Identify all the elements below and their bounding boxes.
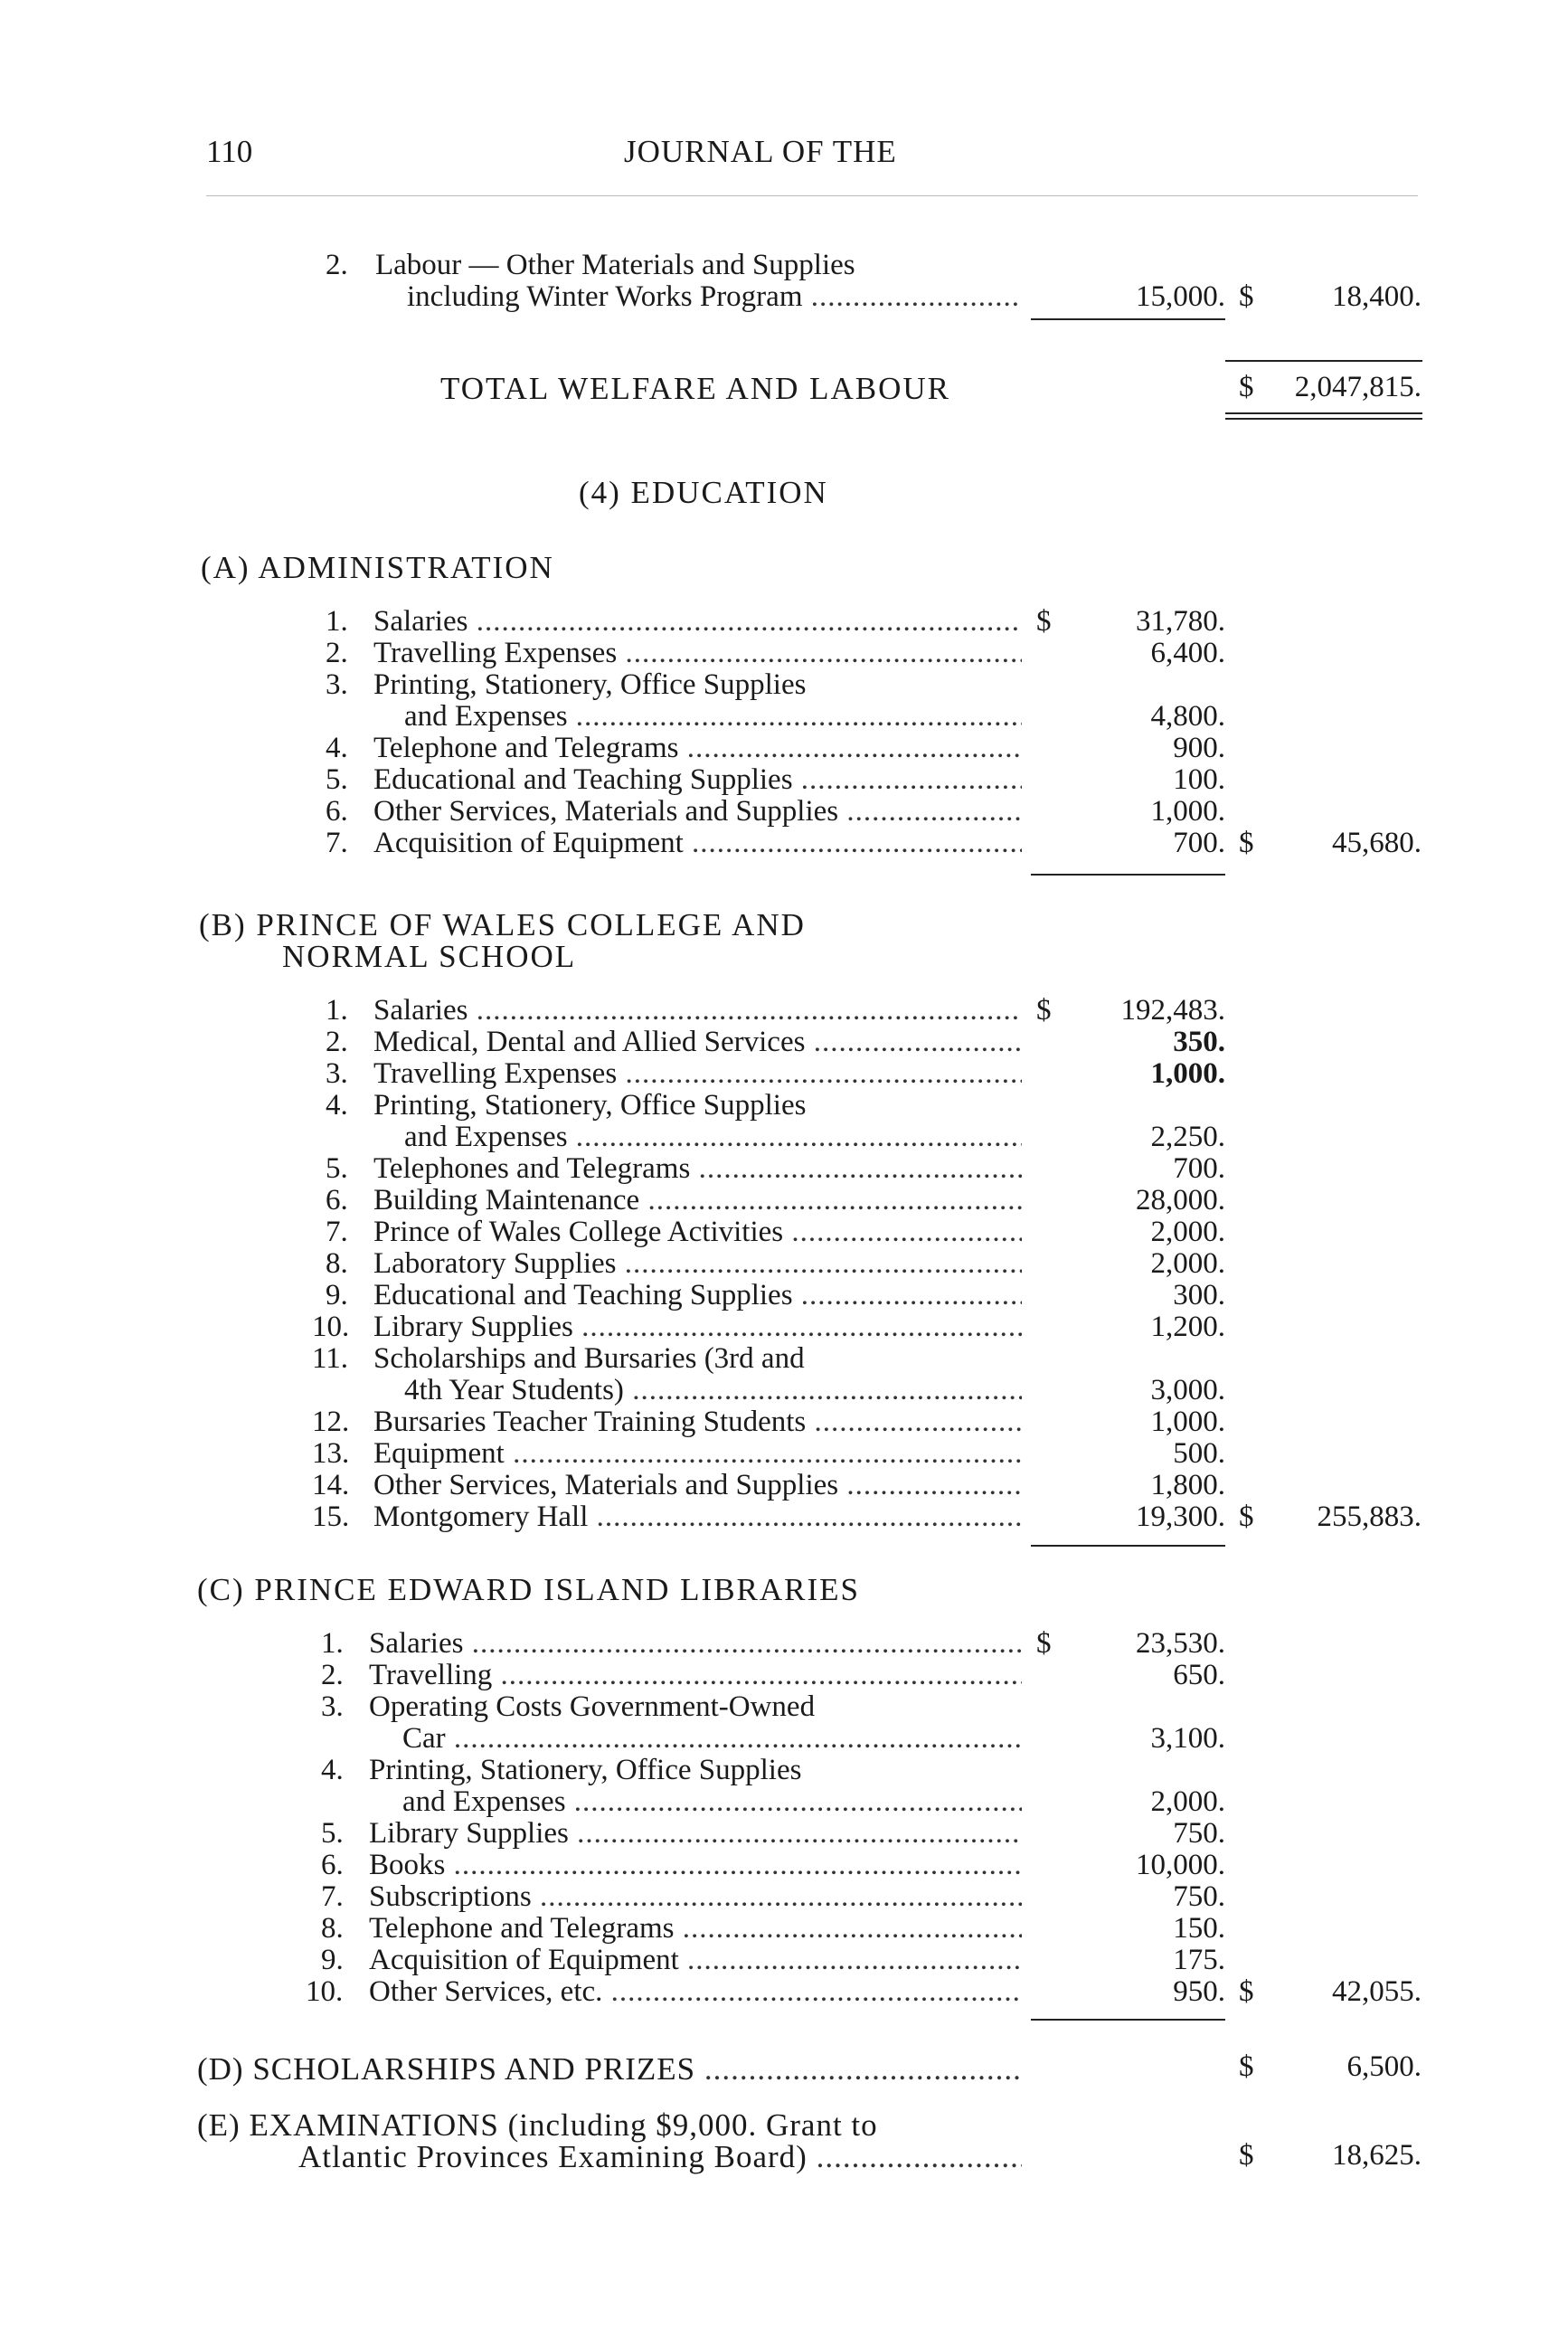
list-item-label: Travelling Expenses .....	[373, 1058, 1022, 1090]
list-item-label: Telephones and Telegrams .....	[373, 1153, 1022, 1185]
labour-num: 2.	[326, 249, 348, 281]
list-item-amount: 1,800.	[1150, 1469, 1225, 1501]
section-b-title: (B) PRINCE OF WALES COLLEGE AND	[199, 907, 806, 942]
list-item-label: Acquisition of Equipment .....	[369, 1945, 1022, 1976]
section-a-total: 45,680.	[1332, 827, 1422, 859]
list-item-amount: 750.	[1173, 1880, 1225, 1913]
list-item-amount: 900.	[1173, 732, 1225, 764]
list-item-label-cont: and Expenses .....	[404, 1122, 1022, 1153]
list-item-num: 14.	[312, 1469, 350, 1501]
list-item-label: Library Supplies .....	[373, 1311, 1022, 1343]
section-e-amount: 18,625.	[1332, 2139, 1422, 2172]
list-item-num: 7.	[326, 827, 348, 859]
list-item-label: Telephone and Telegrams .....	[369, 1913, 1022, 1945]
section-a-dollar: $	[1036, 605, 1052, 638]
list-item-num: 13.	[312, 1437, 350, 1470]
list-item-label: Travelling .....	[369, 1660, 1022, 1691]
list-item-amount: 23,530.	[1136, 1627, 1225, 1660]
list-item-num: 3.	[321, 1690, 344, 1723]
list-item-amount: 100.	[1173, 763, 1225, 796]
running-title: JOURNAL OF THE	[624, 134, 897, 169]
list-item-label: Salaries .....	[373, 995, 1022, 1027]
list-item-label: Educational and Teaching Supplies .....	[373, 1280, 1022, 1311]
list-item-label: Telephone and Telegrams .....	[373, 733, 1022, 764]
list-item-amount: 4,800.	[1150, 700, 1225, 733]
list-item-num: 2.	[321, 1659, 344, 1691]
list-item-num: 4.	[321, 1754, 344, 1786]
list-item-amount: 175.	[1173, 1944, 1225, 1976]
list-item-num: 2.	[326, 1026, 348, 1058]
list-item-num: 9.	[321, 1944, 344, 1976]
list-item-amount: 950.	[1173, 1975, 1225, 2008]
list-item-amount: 192,483.	[1120, 994, 1225, 1027]
list-item-label-cont: and Expenses .....	[404, 701, 1022, 733]
list-item-label: Other Services, Materials and Supplies .....	[373, 796, 1022, 828]
list-item-label: Medical, Dental and Allied Services .....	[373, 1027, 1022, 1058]
list-item-amount: 10,000.	[1136, 1849, 1225, 1881]
list-item-amount: 3,000.	[1150, 1374, 1225, 1406]
list-item-num: 10.	[306, 1975, 344, 2008]
total-welfare-dollar: $	[1239, 371, 1254, 403]
section-a-total-dollar: $	[1239, 827, 1254, 859]
list-item-num: 1.	[321, 1627, 344, 1660]
list-item-amount: 700.	[1173, 827, 1225, 859]
list-item-num: 5.	[321, 1817, 344, 1850]
list-item-num: 9.	[326, 1279, 348, 1311]
list-item-amount: 6,400.	[1150, 637, 1225, 669]
page-number: 110	[206, 134, 253, 169]
list-item-label: Printing, Stationery, Office Supplies	[373, 668, 807, 701]
list-item-label: Operating Costs Government-Owned	[369, 1690, 816, 1723]
list-item-num: 3.	[326, 1057, 348, 1090]
list-item-label: Salaries .....	[369, 1628, 1022, 1660]
list-item-amount: 1,000.	[1150, 1406, 1225, 1438]
list-item-label: Equipment .....	[373, 1438, 1022, 1470]
list-item-label: Travelling Expenses .....	[373, 638, 1022, 669]
list-item-num: 6.	[326, 1184, 348, 1217]
list-item-label: Other Services, etc. .....	[369, 1976, 1022, 2008]
list-item-amount: 2,000.	[1150, 1216, 1225, 1248]
section-e-title-cont: Atlantic Provinces Examining Board) .....	[298, 2139, 1022, 2175]
list-item-num: 2.	[326, 637, 348, 669]
list-item-num: 10.	[312, 1311, 350, 1343]
list-item-label: Building Maintenance .....	[373, 1185, 1022, 1217]
list-item-label: Prince of Wales College Activities .....	[373, 1217, 1022, 1248]
section-e-title: (E) EXAMINATIONS (including $9,000. Grant to	[197, 2107, 878, 2143]
section-c-total-dollar: $	[1239, 1975, 1254, 2008]
list-item-amount: 500.	[1173, 1437, 1225, 1470]
section-b-title-cont: NORMAL SCHOOL	[282, 939, 577, 974]
total-welfare-amount: 2,047,815.	[1294, 371, 1422, 403]
list-item-num: 4.	[326, 1089, 348, 1122]
list-item-amount: 19,300.	[1136, 1501, 1225, 1533]
education-heading: (4) EDUCATION	[579, 475, 828, 510]
list-item-amount: 2,000.	[1150, 1785, 1225, 1818]
list-item-amount: 650.	[1173, 1659, 1225, 1691]
list-item-amount: 700.	[1173, 1152, 1225, 1185]
section-d-dollar: $	[1239, 2050, 1254, 2083]
list-item-num: 11.	[312, 1342, 349, 1375]
section-c-title: (C) PRINCE EDWARD ISLAND LIBRARIES	[197, 1572, 860, 1607]
total-welfare-label: TOTAL WELFARE AND LABOUR	[440, 371, 951, 406]
section-d-title: (D) SCHOLARSHIPS AND PRIZES .....	[197, 2051, 1022, 2088]
labour-amount: 15,000.	[1136, 280, 1225, 313]
list-item-label: Laboratory Supplies .....	[373, 1248, 1022, 1280]
list-item-amount: 2,000.	[1150, 1247, 1225, 1280]
list-item-label: Scholarships and Bursaries (3rd and	[373, 1342, 805, 1375]
list-item-num: 7.	[326, 1216, 348, 1248]
section-b-total-dollar: $	[1239, 1501, 1254, 1533]
list-item-label: Montgomery Hall .....	[373, 1501, 1022, 1533]
list-item-num: 15.	[312, 1501, 350, 1533]
list-item-label: Salaries .....	[373, 606, 1022, 638]
section-b-dollar: $	[1036, 994, 1052, 1027]
list-item-amount: 350.	[1173, 1026, 1225, 1058]
labour-total: 18,400.	[1332, 280, 1422, 313]
list-item-num: 6.	[326, 795, 348, 828]
list-item-amount: 3,100.	[1150, 1722, 1225, 1755]
section-b-total: 255,883.	[1317, 1501, 1422, 1533]
list-item-label: Books .....	[369, 1850, 1022, 1881]
list-item-label: Other Services, Materials and Supplies .....	[373, 1470, 1022, 1501]
list-item-label: Library Supplies .....	[369, 1818, 1022, 1850]
list-item-num: 7.	[321, 1880, 344, 1913]
list-item-label: Printing, Stationery, Office Supplies	[373, 1089, 807, 1122]
list-item-num: 1.	[326, 605, 348, 638]
list-item-amount: 150.	[1173, 1912, 1225, 1945]
list-item-label-cont: Car .....	[402, 1723, 1022, 1755]
list-item-label: Educational and Teaching Supplies .....	[373, 764, 1022, 796]
section-a-title: (A) ADMINISTRATION	[201, 550, 554, 585]
section-c-total: 42,055.	[1332, 1975, 1422, 2008]
list-item-label-cont: 4th Year Students) .....	[404, 1375, 1022, 1406]
labour-dollar: $	[1239, 280, 1254, 313]
section-d-amount: 6,500.	[1346, 2050, 1422, 2083]
list-item-label-cont: and Expenses .....	[402, 1786, 1022, 1818]
list-item-label: Printing, Stationery, Office Supplies	[369, 1754, 802, 1786]
list-item-amount: 1,000.	[1150, 1057, 1225, 1090]
list-item-label: Subscriptions .....	[369, 1881, 1022, 1913]
section-e-dollar: $	[1239, 2139, 1254, 2172]
list-item-num: 5.	[326, 763, 348, 796]
list-item-num: 4.	[326, 732, 348, 764]
labour-label-2: including Winter Works Program .....	[407, 281, 1022, 313]
list-item-amount: 300.	[1173, 1279, 1225, 1311]
list-item-num: 3.	[326, 668, 348, 701]
list-item-num: 1.	[326, 994, 348, 1027]
list-item-num: 8.	[321, 1912, 344, 1945]
list-item-label: Acquisition of Equipment .....	[373, 828, 1022, 859]
section-c-dollar: $	[1036, 1627, 1052, 1660]
list-item-amount: 1,200.	[1150, 1311, 1225, 1343]
list-item-amount: 1,000.	[1150, 795, 1225, 828]
list-item-num: 5.	[326, 1152, 348, 1185]
list-item-amount: 28,000.	[1136, 1184, 1225, 1217]
header-rule	[206, 195, 1418, 196]
list-item-amount: 2,250.	[1150, 1121, 1225, 1153]
labour-label-1: Labour — Other Materials and Supplies	[375, 249, 855, 281]
list-item-num: 8.	[326, 1247, 348, 1280]
list-item-amount: 31,780.	[1136, 605, 1225, 638]
list-item-num: 6.	[321, 1849, 344, 1881]
list-item-amount: 750.	[1173, 1817, 1225, 1850]
list-item-label: Bursaries Teacher Training Students .....	[373, 1406, 1022, 1438]
list-item-num: 12.	[312, 1406, 350, 1438]
